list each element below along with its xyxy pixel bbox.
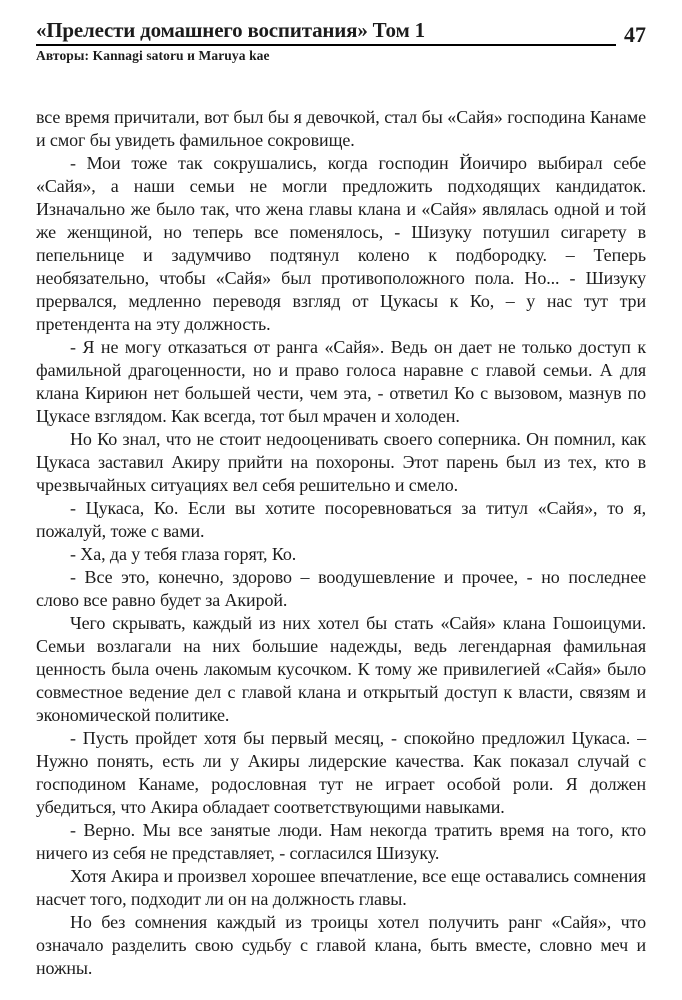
authors-line: Авторы: Kannagi satoru и Maruya kae [36, 48, 270, 63]
title-underline-rule [36, 18, 616, 46]
paragraph: Чего скрывать, каждый из них хотел бы стать «Сайя» клана Гошоицуми. Семьи возлагали на них большие надежды, ведь легендарная фамильная ценность была очень лакомым кусочком. К тому же привилегией «Сайя» было совместное ведение дел с главой клана и открытый доступ к власти, связям и экономической политике. [36, 613, 646, 725]
paragraph: - Верно. Мы все занятые люди. Нам некогда тратить время на того, кто ничего из себя не представляет, - согласился Шизуку. [36, 820, 646, 863]
paragraph: Хотя Акира и произвел хорошее впечатление, все еще оставались сомнения насчет того, подходит ли он на должность главы. [36, 866, 646, 909]
paragraph: - Ха, да у тебя глаза горят, Ко. [70, 544, 297, 564]
paragraph: Но Ко знал, что не стоит недооценивать своего соперника. Он помнил, как Цукаса заставил Акиру прийти на похороны. Этот парень был из тех, кто в чрезвычайных ситуациях вел себя решительно и смело. [36, 429, 646, 495]
paragraph: - Мои тоже так сокрушались, когда господин Йоичиро выбирал себе «Сайя», а наши семьи не могли предложить подходящих кандидаток. Изначально же было так, что жена главы клана и «Сайя» являлась одной и той же женщиной, но теперь все поменялось, - Шизуку потушил сигарету в пепельнице и задумчиво подтянул колено к подбородку. – Теперь необязательно, чтобы «Сайя» был противоположного пола. Но... - Шизуку прервался, медленно переводя взгляд от Цукасы к Ко, – у нас тут три претендента на эту должность. [36, 153, 646, 334]
paragraph: - Все это, конечно, здорово – воодушевление и прочее, - но последнее слово все равно будет за Акирой. [36, 567, 646, 610]
page-header [36, 18, 646, 64]
paragraph: Но без сомнения каждый из троицы хотел получить ранг «Сайя», что означало разделить свою судьбу с главой клана, быть вместе, словно меч и ножны. [36, 912, 646, 978]
paragraph: - Я не могу отказаться от ранга «Сайя». Ведь он дает не только доступ к фамильной драгоценности, но и право голоса наравне с главой семьи. А для клана Кириюн нет большей чести, чем эта, - ответил Ко с вызовом, мазнув по Цукасе взглядом. Как всегда, тот был мрачен и холоден. [36, 337, 646, 426]
book-title: «Прелести домашнего воспитания» Том 1 [36, 18, 425, 42]
paragraph: - Пусть пройдет хотя бы первый месяц, - спокойно предложил Цукаса. – Нужно понять, есть ли у Акиры лидерские качества. Как показал случай с господином Канаме, родословная тут не играет особой роли. Я должен убедиться, что Акира обладает соответствующими навыками. [36, 728, 646, 817]
header-top-row [36, 18, 646, 46]
page-content [36, 106, 646, 980]
paragraph: все время причитали, вот был бы я девочкой, стал бы «Сайя» господина Канаме и смог бы увидеть фамильное сокровище. [36, 107, 646, 150]
page-number: 47 [624, 22, 646, 47]
paragraph: - Цукаса, Ко. Если вы хотите посоревноваться за титул «Сайя», то я, пожалуй, тоже с вами. [36, 498, 646, 541]
